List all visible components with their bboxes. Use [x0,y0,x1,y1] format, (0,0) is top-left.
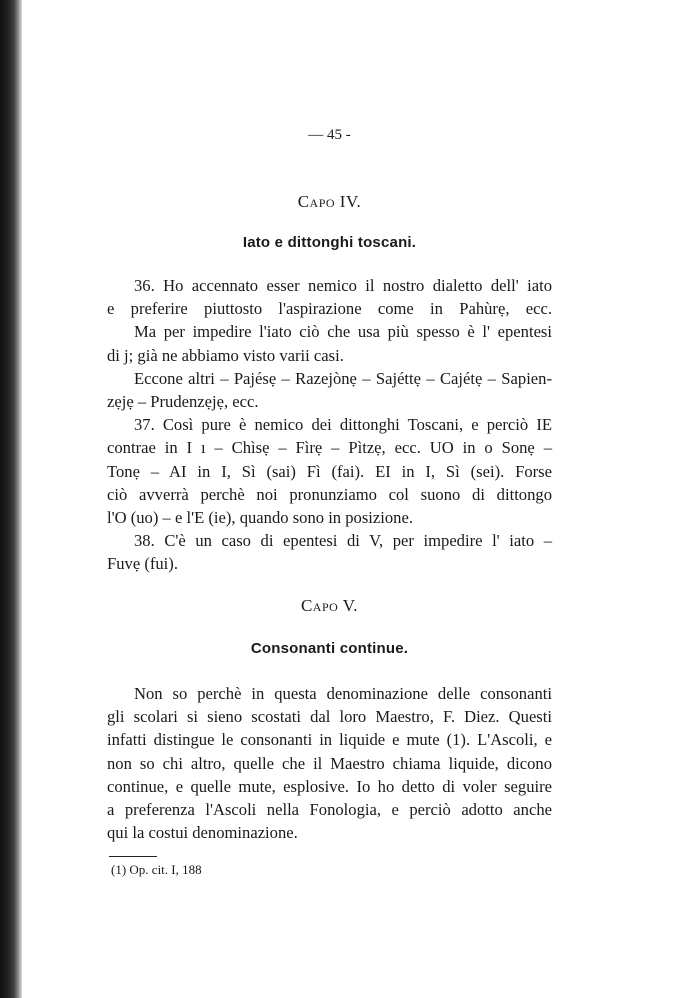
text-line: zẹjẹ – Prudenzẹjẹ, ecc. [107,392,259,412]
text-line: a preferenza l'Ascoli nella Fonologia, e perciò adotto anche [107,800,552,820]
text-line: Tonẹ – AI in I, Sì (sai) Fì (fai). EI in I, Sì (sei). Forse [107,461,552,481]
text-line: di j; già ne abbiamo visto varii casi. [107,345,344,365]
page-number: — 45 - [308,127,351,143]
chapter-iv-label: Capo IV. [297,192,362,211]
footnote-rule [109,856,157,857]
text-line: 36. Ho accennato esser nemico il nostro dialetto dell' iato [134,276,552,295]
text-line: Eccone altri – Pajésẹ – Razejònẹ – Sajéttẹ – Cajétẹ – Sapien- [134,368,552,388]
text-line: e preferire piuttosto l'aspirazione come in Pahùrẹ, ecc. [107,299,552,319]
chapter-iv-text [107,274,552,576]
chapter-iv-title: Iato e dittonghi toscani. [242,234,417,251]
chapter-v-title: Consonanti continue. [250,640,409,657]
text-line: contrae in I ı – Chìsẹ – Fìrẹ – Pìtzẹ, ecc. UO in o Sonẹ – [107,438,552,458]
text-line: continue, e quelle mute, esplosive. Io ho detto di voler seguire [107,776,552,796]
text-line: l'O (uo) – e l'E (ie), quando sono in posizione. [107,508,413,528]
text-line: Ma per impedire l'iato ciò che usa più spesso è l' epentesi [134,322,552,342]
text-line: 37. Così pure è nemico dei dittonghi Toscani, e perciò IE [134,415,552,435]
book-binding-edge [0,0,22,998]
text-line: ciò avverrà perchè noi pronunziamo col suono di dittongo [107,484,552,504]
text-line: non so chi altro, quelle che il Maestro chiama liquide, dicono [107,753,552,773]
footnote: (1) Op. cit. I, 188 [111,862,202,877]
text-line: qui la costui denominazione. [107,823,298,843]
text-line: Fuvẹ (fui). [107,554,178,574]
text-line: 38. C'è un caso di epentesi di V, per impedire l' iato – [134,531,552,551]
text-line: Non so perchè in questa denominazione delle consonanti [134,684,552,703]
chapter-v-text [107,682,552,844]
text-line: infatti distingue le consonanti in liquide e mute (1). L'Ascoli, e [107,730,552,750]
text-line: gli scolari si sieno scostati dal loro Maestro, F. Diez. Questi [107,707,552,727]
chapter-v-label: Capo V. [300,596,359,615]
